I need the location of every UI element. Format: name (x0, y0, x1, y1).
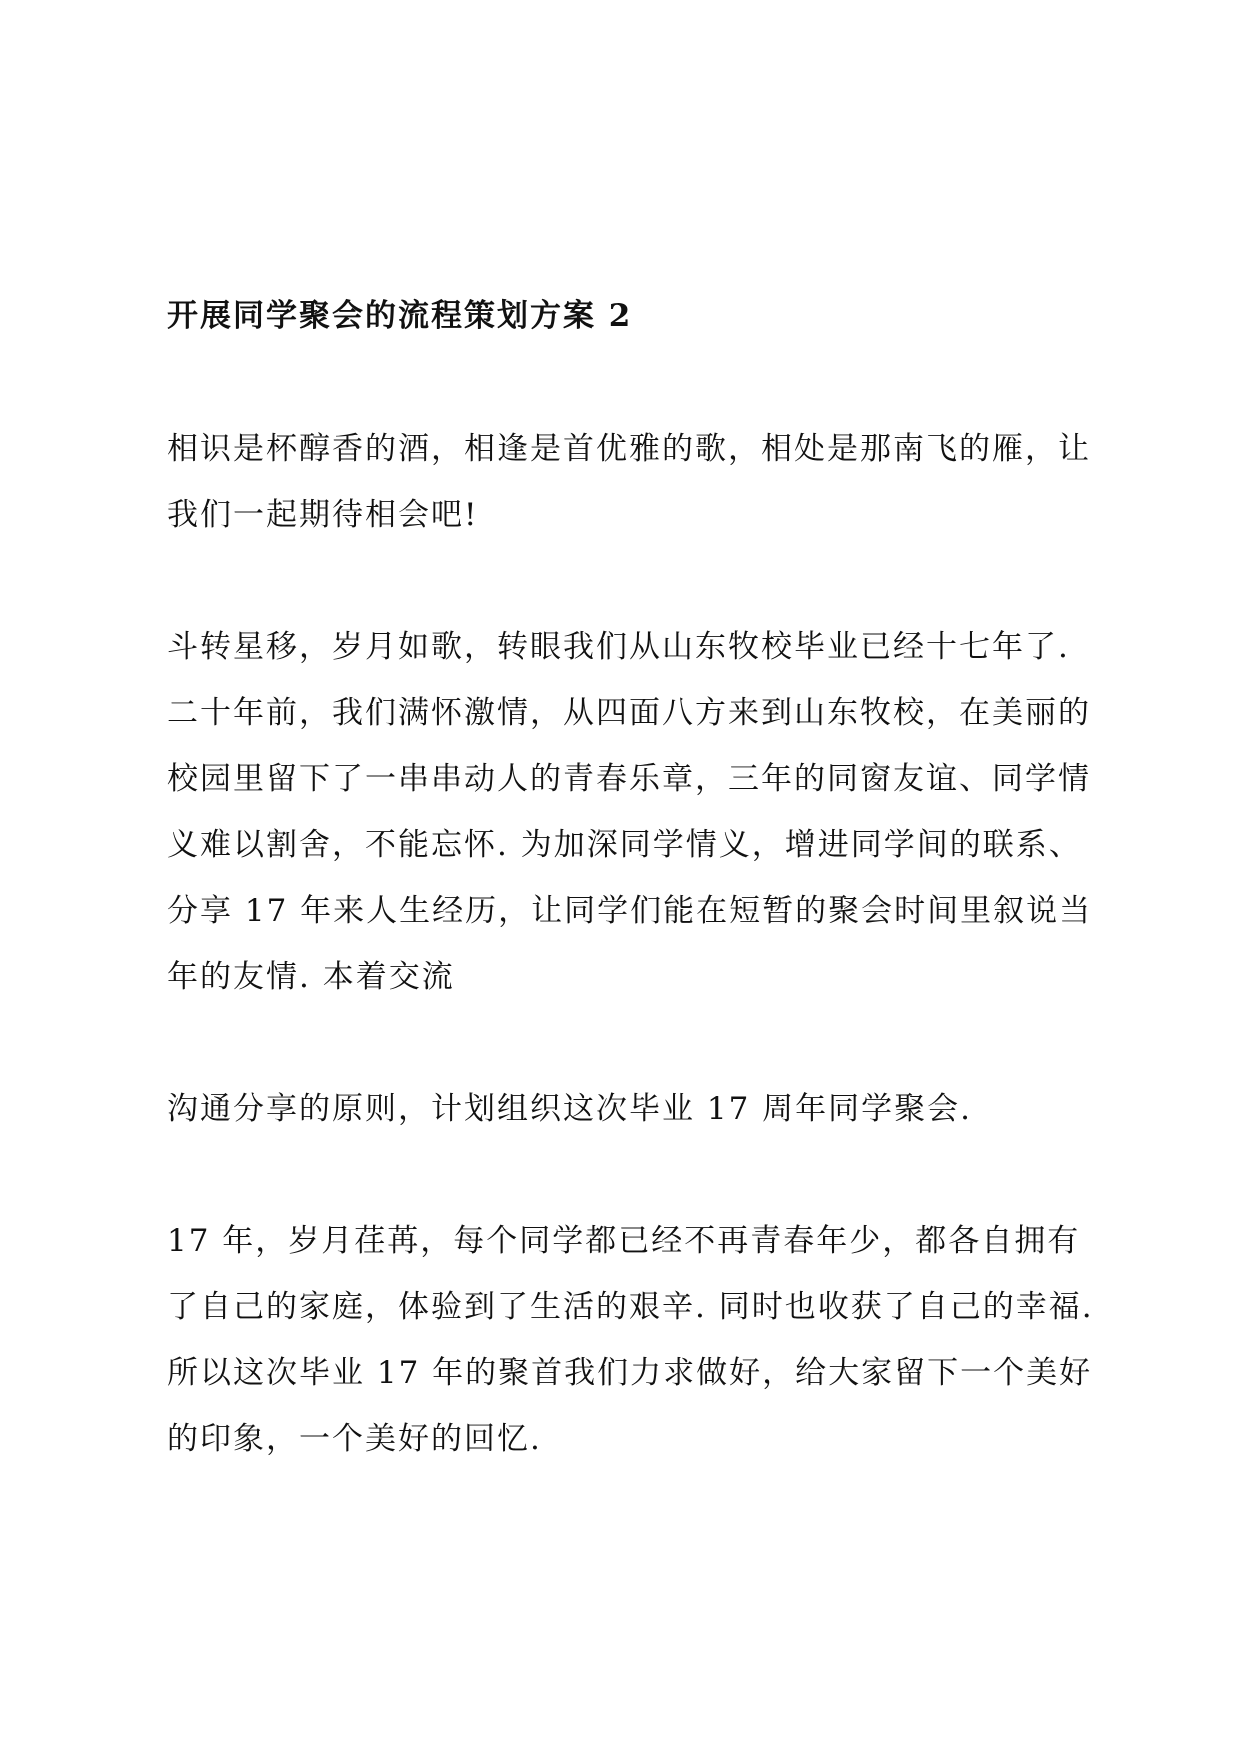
spacer (167, 548, 1107, 614)
paragraph-purpose: 17 年，岁月荏苒，每个同学都已经不再青春年少，都各自拥有了自己的家庭，体验到了生活的艰辛. 同时也收获了自己的幸福. 所以这次毕业 17 年的聚首我们力求做好，给大家留下一个美好的印象，一个美好的回忆. (167, 1223, 1094, 1457)
spacer (167, 336, 1107, 416)
paragraph-intro: 相识是杯醇香的酒，相逢是首优雅的歌，相处是那南飞的雁，让我们一起期待相会吧! (167, 431, 1091, 533)
paragraph-background: 斗转星移，岁月如歌，转眼我们从山东牧校毕业已经十七年了. 二十年前，我们满怀激情，从四面八方来到山东牧校，在美丽的校园里留下了一串串动人的青春乐章，三年的同窗友谊、同学情义难以割舍，不能忘怀. 为加深同学情义，增进同学间的联系、分享 17 年来人生经历，让同学们能在短暂的聚会时间里叙说当年的友情. 本着交流 (167, 629, 1093, 995)
spacer (167, 1010, 1107, 1076)
document-title: 开展同学聚会的流程策划方案 2 (167, 298, 633, 334)
paragraph-principle: 沟通分享的原则，计划组织这次毕业 17 周年同学聚会. (167, 1091, 973, 1127)
spacer (167, 1142, 1107, 1208)
document-body (167, 296, 1107, 1472)
